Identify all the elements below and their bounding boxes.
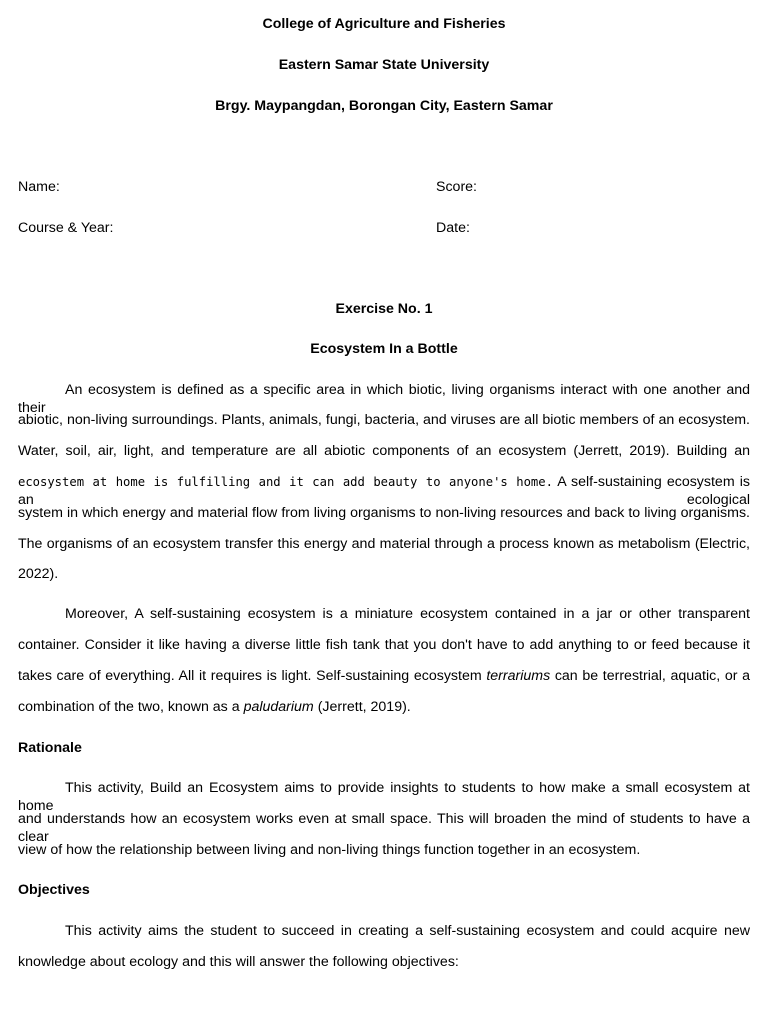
- intro-line: An ecosystem is defined as a specific area in which biotic, living organisms interact with one another and their: [18, 382, 750, 416]
- objectives-line: This activity aims the student to succeed in creating a self-sustaining ecosystem and could acquire new: [65, 923, 750, 939]
- intro-line: [18, 473, 750, 508]
- university-address: Brgy. Maypangdan, Borongan City, Eastern Samar: [215, 98, 553, 114]
- rationale-heading: Rationale: [18, 740, 82, 756]
- name-label: Name:: [18, 179, 60, 195]
- college-name: College of Agriculture and Fisheries: [262, 16, 506, 32]
- intro-text: A self-sustaining ecosystem is an ecological: [18, 474, 750, 508]
- intro-line: abiotic, non-living surroundings. Plants, animals, fungi, bacteria, and viruses are all biotic members of an ecosystem.: [18, 412, 750, 428]
- intro-mono-text: ecosystem at home is fulfilling and it can add beauty to anyone's home.: [18, 475, 553, 489]
- moreover-line: [18, 667, 750, 685]
- terrariums-term: terrariums: [486, 668, 551, 684]
- intro-line: 2022).: [18, 566, 59, 582]
- exercise-title: Ecosystem In a Bottle: [310, 341, 458, 357]
- paludarium-term: paludarium: [243, 699, 314, 715]
- date-label: Date:: [436, 220, 470, 236]
- moreover-line: container. Consider it like having a diverse little fish tank that you don't have to add anything to or feed because it: [18, 637, 750, 653]
- objectives-heading: Objectives: [18, 882, 90, 898]
- score-label: Score:: [436, 179, 478, 195]
- intro-line: The organisms of an ecosystem transfer this energy and material through a process known as metabolism (Electric,: [18, 536, 750, 552]
- rationale-line: This activity, Build an Ecosystem aims to provide insights to students to how make a small ecosystem at home: [18, 780, 750, 814]
- university-name: Eastern Samar State University: [278, 57, 490, 73]
- rationale-line: view of how the relationship between living and non-living things function together in an ecosystem.: [18, 842, 641, 858]
- course-year-label: Course & Year:: [18, 220, 114, 236]
- moreover-line: Moreover, A self-sustaining ecosystem is a miniature ecosystem contained in a jar or other transparent: [65, 606, 750, 622]
- moreover-text: can be terrestrial, aquatic, or a: [550, 668, 750, 684]
- exercise-number: Exercise No. 1: [335, 301, 433, 317]
- moreover-text: combination of the two, known as a: [18, 699, 244, 715]
- moreover-line: [18, 698, 750, 716]
- moreover-text: takes care of everything. All it requires is light. Self-sustaining ecosystem: [18, 668, 487, 684]
- rationale-line: and understands how an ecosystem works even at small space. This will broaden the mind of students to have a clear: [18, 811, 750, 845]
- moreover-text: (Jerrett, 2019).: [313, 699, 411, 715]
- objectives-line: knowledge about ecology and this will answer the following objectives:: [18, 954, 459, 970]
- intro-line: system in which energy and material flow from living organisms to non-living resources and back to living organisms.: [18, 505, 750, 521]
- intro-line: Water, soil, air, light, and temperature are all abiotic components of an ecosystem (Jerrett, 2019). Building an: [18, 443, 750, 459]
